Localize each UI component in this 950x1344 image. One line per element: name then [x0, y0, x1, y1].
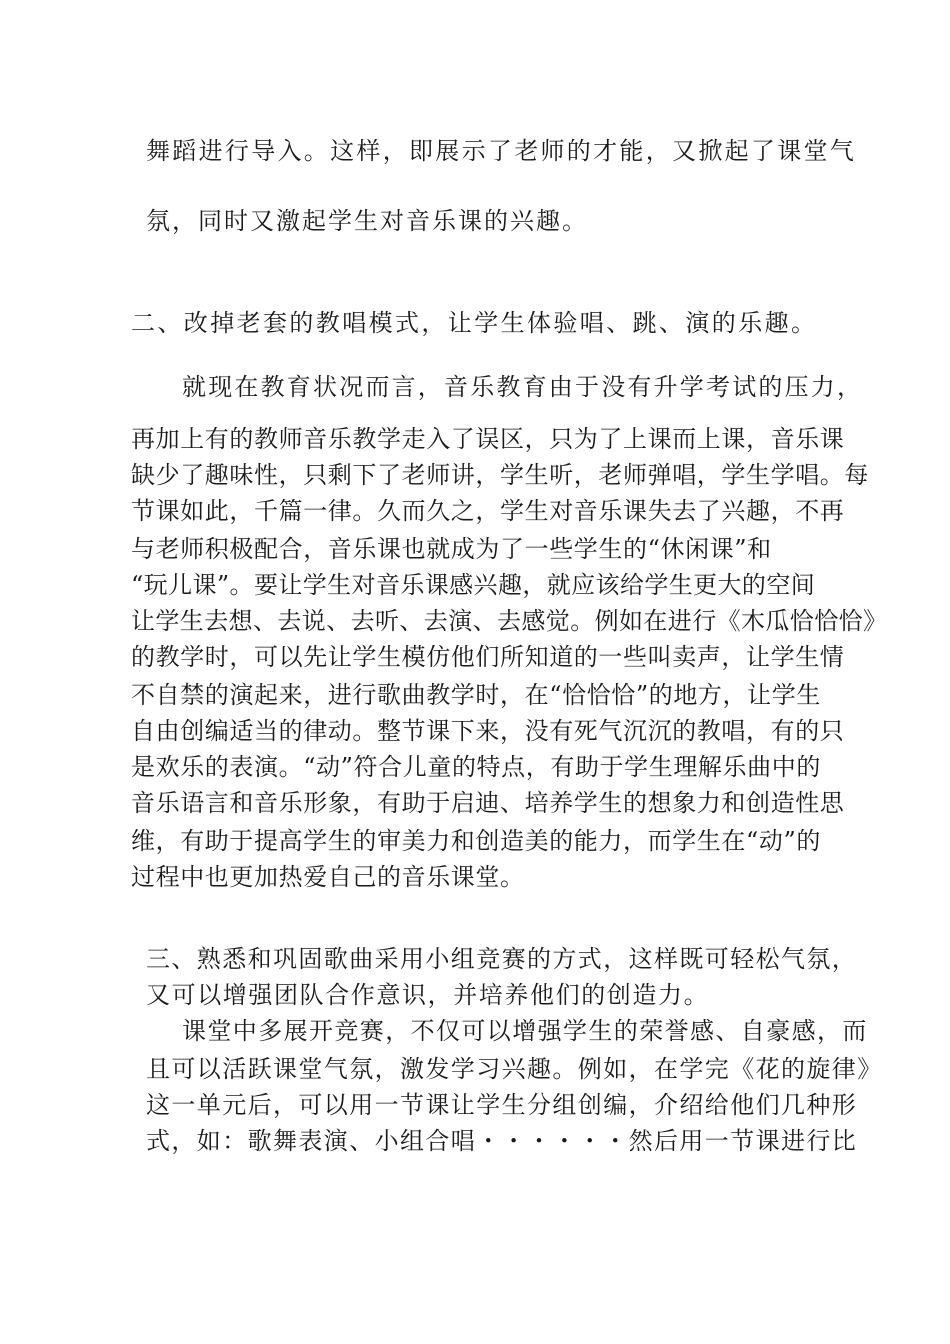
section-2-line: 节课如此，千篇一律。久而久之，学生对音乐课失去了兴趣，不再: [131, 497, 845, 525]
section-3-line: 课堂中多展开竞赛，不仅可以增强学生的荣誉感、自豪感，而: [182, 1017, 868, 1045]
section-2-line: 过程中也更加热爱自己的音乐课堂。: [131, 863, 525, 891]
section-2-line: 就现在教育状况而言，音乐教育由于没有升学考试的压力，: [182, 373, 864, 401]
section-3-heading-line-1: 三、熟悉和巩固歌曲采用小组竞赛的方式，这样既可轻松气氛，: [146, 945, 858, 973]
intro-line-1: 舞蹈进行导入。这样，即展示了老师的才能，又掀起了课堂气: [146, 137, 857, 165]
section-2-line: 音乐语言和音乐形象，有助于启迪、培养学生的想象力和创造性思: [131, 789, 845, 817]
section-2-line: “玩儿课”。要让学生对音乐课感兴趣，就应该给学生更大的空间: [131, 571, 816, 599]
section-2-line: 再加上有的教师音乐教学走入了误区，只为了上课而上课，音乐课: [131, 425, 845, 453]
intro-line-2: 氛，同时又激起学生对音乐课的兴趣。: [146, 207, 588, 235]
section-3-line: 这一单元后，可以用一节课让学生分组创编，介绍给他们几种形: [146, 1091, 858, 1119]
section-3-heading-line-2: 又可以增强团队合作意识，并培养他们的创造力。: [146, 981, 710, 1009]
section-2-line: 与老师积极配合，音乐课也就成为了一些学生的“休闲课”和: [131, 535, 772, 563]
section-2-line: 的教学时，可以先让学生模仿他们所知道的一些叫卖声，让学生情: [131, 643, 845, 671]
section-2-line: 不自禁的演起来，进行歌曲教学时，在“恰恰恰”的地方，让学生: [131, 681, 821, 709]
section-2-line: 维，有助于提高学生的审美力和创造美的能力，而学生在“动”的: [131, 827, 821, 855]
section-2-line: 自由创编适当的律动。整节课下来，没有死气沉沉的教唱，有的只: [131, 717, 845, 745]
section-2-line: 让学生去想、去说、去听、去演、去感觉。例如在进行《木瓜恰恰恰》: [131, 607, 888, 635]
section-2-line: 是欢乐的表演。“动”符合儿童的特点，有助于学生理解乐曲中的: [131, 753, 821, 781]
section-3-line: 且可以活跃课堂气氛，激发学习兴趣。例如，在学完《花的旋律》: [146, 1055, 883, 1083]
section-2-line: 缺少了趣味性，只剩下了老师讲，学生听，老师弹唱，学生学唱。每: [131, 461, 869, 489]
section-2-heading: 二、改掉老套的教唱模式，让学生体验唱、跳、演的乐趣。: [131, 309, 818, 337]
section-3-line: 式，如：歌舞表演、小组合唱・・・・・・然后用一节课进行比: [146, 1127, 858, 1155]
